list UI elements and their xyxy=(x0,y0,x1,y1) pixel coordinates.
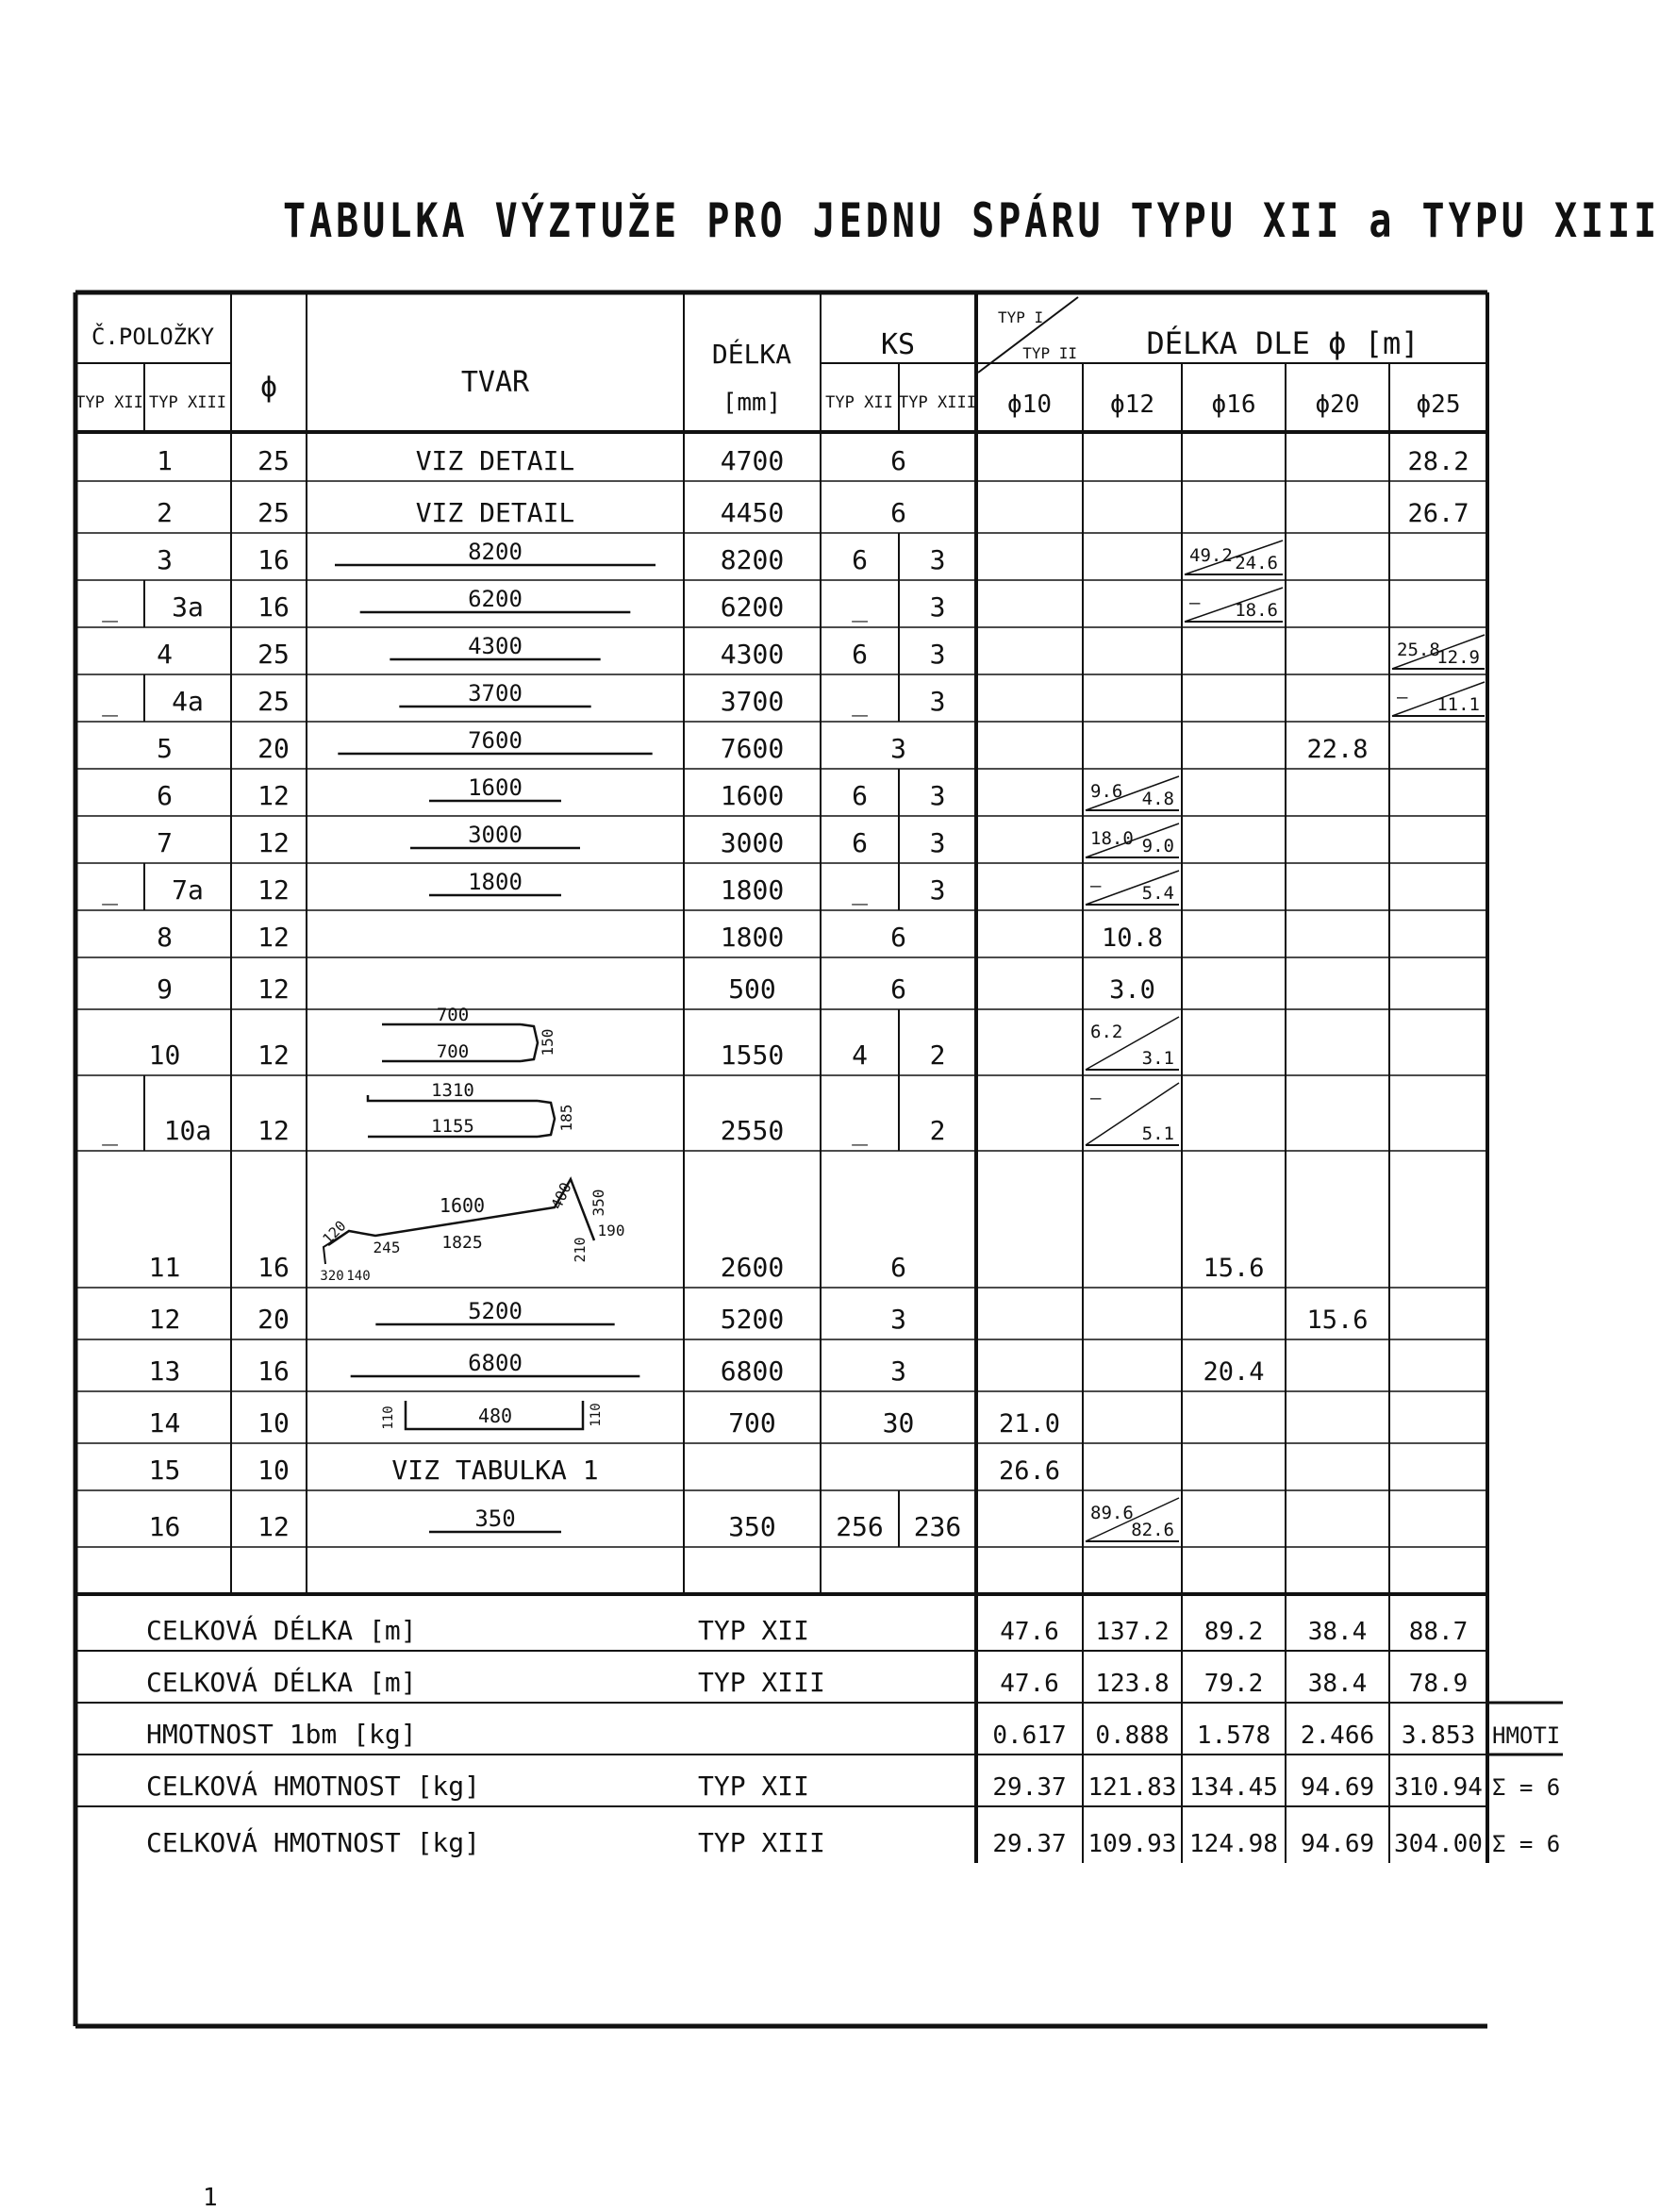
phi-length: 15.6 xyxy=(1203,1254,1265,1283)
table-grid xyxy=(75,292,1563,2026)
bar-count-13: 2 xyxy=(929,1115,946,1146)
summary-type: TYP XII xyxy=(698,1615,810,1646)
header-diameter-3: ϕ20 xyxy=(1315,391,1360,419)
bar-shape-length: 6800 xyxy=(468,1350,523,1376)
bar-shape-length: 7600 xyxy=(468,727,523,754)
summary-value: 79.2 xyxy=(1204,1670,1264,1698)
item-diameter: 12 xyxy=(257,1039,290,1071)
bar-length: 5200 xyxy=(720,1304,785,1335)
item-number: 14 xyxy=(148,1407,181,1439)
phi-length: 26.6 xyxy=(998,1456,1061,1486)
bar-length: 6800 xyxy=(720,1355,785,1387)
bar-count: 3 xyxy=(890,1355,906,1387)
shape-dim-left: 110 xyxy=(381,1405,396,1430)
header-typ13: TYP XIII xyxy=(149,393,226,412)
item-number: 5 xyxy=(157,733,173,764)
header-delka-unit: [mm] xyxy=(722,389,782,417)
bar-count-13: 3 xyxy=(929,544,946,575)
item-diameter: 20 xyxy=(257,733,290,764)
phi-length-typ13: 9.0 xyxy=(1141,836,1174,857)
bar-count-13: 2 xyxy=(929,1039,946,1071)
bar-count-13: 3 xyxy=(929,780,946,811)
item-diameter: 12 xyxy=(257,874,290,906)
summary-value: 124.98 xyxy=(1189,1830,1278,1858)
bar-count: 30 xyxy=(882,1407,915,1439)
phi-length-typ12: 6.2 xyxy=(1090,1022,1123,1042)
item-number: 4 xyxy=(157,639,173,670)
item-diameter: 25 xyxy=(257,445,290,476)
bar-length: 8200 xyxy=(720,544,785,575)
bar-count-12: _ xyxy=(852,1115,868,1146)
shape-dim-side: 185 xyxy=(557,1104,575,1132)
bar-length: 1800 xyxy=(720,922,785,953)
phi-length-typ12: — xyxy=(1397,687,1408,707)
shape-dim-bottom: 1155 xyxy=(431,1116,474,1137)
item-number: 7 xyxy=(157,827,173,858)
header-tvar: TVAR xyxy=(460,366,530,399)
header-polozky: Č.POLOŽKY xyxy=(91,324,215,350)
item-number: _ xyxy=(102,1115,118,1146)
bar-count-13: 3 xyxy=(929,874,946,906)
bar-count-13: 3 xyxy=(929,827,946,858)
bar-length: 700 xyxy=(728,1407,776,1439)
item-diameter: 12 xyxy=(257,1115,290,1146)
bar-count-12: 6 xyxy=(852,639,868,670)
bar-shape-length: 350 xyxy=(474,1505,516,1532)
phi-length-typ13: 18.6 xyxy=(1235,600,1278,621)
bar-shape-hook xyxy=(521,1024,538,1061)
shape-dim-top: 1310 xyxy=(431,1080,474,1101)
summary-value: 94.69 xyxy=(1300,1830,1375,1858)
bar-count: 3 xyxy=(890,1304,906,1335)
shape-dim-f: 140 xyxy=(346,1269,371,1284)
phi-length-typ12: 25.8 xyxy=(1397,640,1440,660)
bar-shape-length: 4300 xyxy=(468,633,523,659)
header-ks-typ13: TYP XIII xyxy=(899,393,976,412)
item-number: 3 xyxy=(157,544,173,575)
bar-length: 1800 xyxy=(720,874,785,906)
bar-count: 6 xyxy=(890,497,906,528)
bar-shape-length: 3000 xyxy=(468,822,523,848)
shape-dim-c: 120 xyxy=(319,1217,350,1248)
item-diameter: 12 xyxy=(257,922,290,953)
summary-extra: Σ = 6 xyxy=(1492,1774,1561,1801)
item-number: 9 xyxy=(157,973,173,1005)
summary-label: CELKOVÁ DÉLKA [m] xyxy=(146,1667,417,1698)
phi-length-typ13: 5.1 xyxy=(1141,1123,1174,1144)
item-number: 16 xyxy=(148,1511,181,1542)
item-diameter: 12 xyxy=(257,780,290,811)
bar-count: 6 xyxy=(890,922,906,953)
item-diameter: 16 xyxy=(257,1252,290,1283)
shape-dim-main: 480 xyxy=(477,1405,513,1427)
item-number: 2 xyxy=(157,497,173,528)
bar-length: 3700 xyxy=(720,686,785,717)
bar-shape-note: VIZ DETAIL xyxy=(415,445,575,476)
shape-dim-d: 245 xyxy=(373,1239,401,1256)
item-diameter: 20 xyxy=(257,1304,290,1335)
item-number-13: 4a xyxy=(172,686,204,717)
item-diameter: 10 xyxy=(257,1455,290,1486)
phi-length-typ13: 82.6 xyxy=(1131,1520,1174,1540)
item-number: _ xyxy=(102,686,118,717)
bar-count-12: 6 xyxy=(852,544,868,575)
bar-count: 6 xyxy=(890,1252,906,1283)
bar-count-12: 256 xyxy=(836,1511,884,1542)
summary-type: TYP XIII xyxy=(698,1827,825,1858)
summary-label: CELKOVÁ HMOTNOST [kg] xyxy=(146,1771,481,1802)
item-diameter: 12 xyxy=(257,827,290,858)
phi-length: 10.8 xyxy=(1101,923,1164,953)
phi-length-typ12: — xyxy=(1090,1088,1102,1108)
phi-length-typ13: 24.6 xyxy=(1235,553,1278,574)
item-number: _ xyxy=(102,591,118,623)
summary-value: 89.2 xyxy=(1204,1618,1264,1646)
item-diameter: 16 xyxy=(257,544,290,575)
summary-value: 2.466 xyxy=(1300,1721,1375,1750)
item-number: 12 xyxy=(148,1304,181,1335)
item-number: 15 xyxy=(148,1455,181,1486)
header-diameter-1: ϕ12 xyxy=(1110,391,1154,419)
bar-length: 4300 xyxy=(720,639,785,670)
summary-value: 3.853 xyxy=(1401,1721,1476,1750)
item-number: 1 xyxy=(157,445,173,476)
bar-length: 500 xyxy=(728,973,776,1005)
phi-length-typ12: — xyxy=(1090,875,1102,896)
bar-shape-length: 3700 xyxy=(468,680,523,707)
page-number: 1 xyxy=(203,2184,218,2212)
bar-length: 1550 xyxy=(720,1039,785,1071)
shape-dim-a: 190 xyxy=(597,1222,625,1239)
item-diameter: 25 xyxy=(257,686,290,717)
item-number-13: 7a xyxy=(172,874,204,906)
bar-shape-length: 1800 xyxy=(468,869,523,895)
item-diameter: 12 xyxy=(257,973,290,1005)
summary-value: 88.7 xyxy=(1408,1618,1469,1646)
item-number: 11 xyxy=(148,1252,181,1283)
shape-dim-top: 700 xyxy=(436,1005,470,1025)
phi-length: 15.6 xyxy=(1306,1306,1369,1335)
phi-length-typ13: 4.8 xyxy=(1141,789,1174,809)
bar-count-12: 6 xyxy=(852,780,868,811)
bar-shape-length: 1600 xyxy=(468,774,523,801)
header-diag-top: TYP I xyxy=(998,308,1044,326)
bar-count-12: _ xyxy=(852,874,868,906)
phi-length: 21.0 xyxy=(998,1409,1061,1439)
item-diameter: 25 xyxy=(257,497,290,528)
phi-length-typ13: 12.9 xyxy=(1436,647,1480,668)
summary-value: 109.93 xyxy=(1087,1830,1177,1858)
table-text xyxy=(75,308,1560,1858)
phi-length-typ12: — xyxy=(1189,592,1201,613)
shape-dim-low: 1825 xyxy=(441,1233,483,1253)
summary-value: 47.6 xyxy=(1000,1618,1059,1646)
summary-extra: Σ = 6 xyxy=(1492,1831,1561,1857)
bar-length: 350 xyxy=(728,1511,776,1542)
phi-length-typ13: 5.4 xyxy=(1141,883,1174,904)
item-diameter: 10 xyxy=(257,1407,290,1439)
phi-length-typ12: 9.6 xyxy=(1090,781,1123,802)
summary-value: 134.45 xyxy=(1189,1773,1278,1802)
bar-length: 4700 xyxy=(720,445,785,476)
shape-dim-right: 110 xyxy=(589,1403,604,1427)
header-diag-bottom: TYP II xyxy=(1022,344,1077,362)
header-typ12: TYP XII xyxy=(75,393,143,412)
bar-shape-length: 5200 xyxy=(468,1298,523,1324)
summary-label: HMOTNOST 1bm [kg] xyxy=(146,1719,417,1750)
phi-length: 20.4 xyxy=(1203,1357,1265,1387)
bar-length: 2600 xyxy=(720,1252,785,1283)
shape-dim-h2: 350 xyxy=(589,1189,607,1217)
summary-value: 94.69 xyxy=(1300,1773,1375,1802)
header-diameter-0: ϕ10 xyxy=(1007,391,1052,419)
bar-count-13: 3 xyxy=(929,591,946,623)
phi-length-typ13: 11.1 xyxy=(1436,694,1480,715)
summary-value: 38.4 xyxy=(1307,1670,1368,1698)
summary-value: 78.9 xyxy=(1408,1670,1469,1698)
bar-count: 3 xyxy=(890,733,906,764)
item-diameter: 16 xyxy=(257,591,290,623)
item-diameter: 16 xyxy=(257,1355,290,1387)
bar-length: 2550 xyxy=(720,1115,785,1146)
bar-count: 6 xyxy=(890,973,906,1005)
shape-dim-main: 1600 xyxy=(439,1194,486,1217)
shape-dim-e: 320 xyxy=(320,1269,344,1284)
summary-value: 29.37 xyxy=(992,1773,1067,1802)
header-diameter-4: ϕ25 xyxy=(1416,391,1461,419)
bar-count-12: _ xyxy=(852,591,868,623)
summary-value: 0.617 xyxy=(992,1721,1067,1750)
bar-shape-length: 6200 xyxy=(468,586,523,612)
bar-shape-length: 8200 xyxy=(468,539,523,565)
bar-length: 4450 xyxy=(720,497,785,528)
summary-value: 29.37 xyxy=(992,1830,1067,1858)
summary-extra: HMOTI xyxy=(1492,1722,1561,1749)
summary-value: 38.4 xyxy=(1307,1618,1368,1646)
header-delka: DÉLKA xyxy=(711,339,792,370)
bar-length: 6200 xyxy=(720,591,785,623)
summary-value: 47.6 xyxy=(1000,1670,1059,1698)
summary-value: 121.83 xyxy=(1087,1773,1177,1802)
phi-length-typ13: 3.1 xyxy=(1141,1048,1174,1069)
item-number: 13 xyxy=(148,1355,181,1387)
bar-count-13: 236 xyxy=(913,1511,962,1542)
header-delka-dle: DÉLKA DLE ϕ [m] xyxy=(1146,325,1419,361)
bar-count-13: 3 xyxy=(929,639,946,670)
reinforcement-table xyxy=(75,292,1561,2026)
item-number: 10 xyxy=(148,1039,181,1071)
bar-shape-hook xyxy=(538,1101,555,1137)
header-diameter-2: ϕ16 xyxy=(1211,391,1256,419)
phi-length: 3.0 xyxy=(1109,975,1155,1005)
phi-length-typ12: 49.2 xyxy=(1189,545,1233,566)
item-number: 6 xyxy=(157,780,173,811)
item-number: _ xyxy=(102,874,118,906)
phi-length: 22.8 xyxy=(1306,735,1369,764)
summary-type: TYP XIII xyxy=(698,1667,825,1698)
document-title: TABULKA VÝZTUŽE PRO JEDNU SPÁRU TYPU XII a TYPU XIII xyxy=(283,193,1660,248)
shape-dim-bottom: 700 xyxy=(436,1041,470,1062)
summary-value: 1.578 xyxy=(1196,1721,1271,1750)
summary-type: TYP XII xyxy=(698,1771,810,1802)
bar-count-13: 3 xyxy=(929,686,946,717)
header-ks: KS xyxy=(880,328,916,361)
header-ks-typ12: TYP XII xyxy=(825,393,893,412)
bar-length: 1600 xyxy=(720,780,785,811)
summary-value: 310.94 xyxy=(1394,1773,1483,1802)
bar-shape-note: VIZ DETAIL xyxy=(415,497,575,528)
bar-count-12: 6 xyxy=(852,827,868,858)
header-phi: ϕ xyxy=(259,371,278,404)
item-number-13: 10a xyxy=(163,1115,212,1146)
item-diameter: 25 xyxy=(257,639,290,670)
item-number: 8 xyxy=(157,922,173,953)
item-number-13: 3a xyxy=(172,591,204,623)
bar-count: 6 xyxy=(890,445,906,476)
phi-length: 26.7 xyxy=(1407,499,1469,528)
summary-label: CELKOVÁ DÉLKA [m] xyxy=(146,1615,417,1646)
summary-value: 123.8 xyxy=(1095,1670,1170,1698)
item-diameter: 12 xyxy=(257,1511,290,1542)
summary-value: 0.888 xyxy=(1095,1721,1170,1750)
summary-value: 304.00 xyxy=(1394,1830,1483,1858)
phi-length: 28.2 xyxy=(1407,447,1469,476)
bar-shape-note: VIZ TABULKA 1 xyxy=(391,1455,599,1486)
summary-label: CELKOVÁ HMOTNOST [kg] xyxy=(146,1827,481,1858)
bar-length: 3000 xyxy=(720,827,785,858)
phi-length-typ12: 89.6 xyxy=(1090,1503,1134,1523)
bar-length: 7600 xyxy=(720,733,785,764)
shape-dim-side: 150 xyxy=(539,1028,556,1056)
shape-dim-h1: 400 xyxy=(547,1179,575,1212)
bar-count-12: _ xyxy=(852,686,868,717)
phi-length-typ12: 18.0 xyxy=(1090,828,1134,849)
summary-value: 137.2 xyxy=(1095,1618,1170,1646)
bar-count-12: 4 xyxy=(852,1039,868,1071)
shape-dim-b: 210 xyxy=(572,1237,589,1263)
